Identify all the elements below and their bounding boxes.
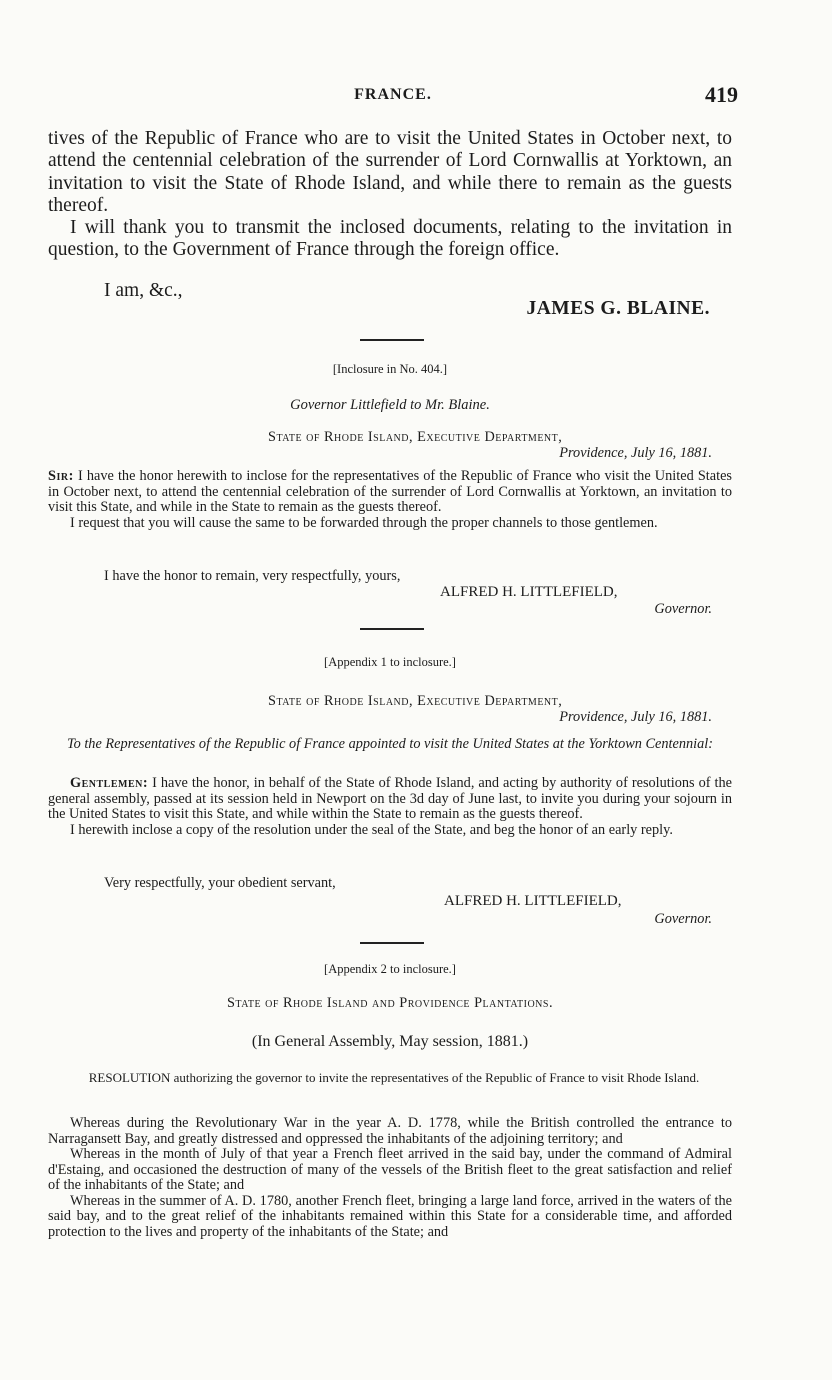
appendix1-body bbox=[48, 776, 732, 838]
appendix2-resolution: RESOLUTION authorizing the governor to invite the representatives of the Republic of France to visit Rhode Island. bbox=[88, 1070, 700, 1085]
appendix1-signature: ALFRED H. LITTLEFIELD, bbox=[444, 893, 622, 909]
inclosure-subheading: Governor Littlefield to Mr. Blaine. bbox=[290, 397, 490, 413]
appendix1-dateline-place: Providence, July 16, 1881. bbox=[559, 709, 712, 725]
page-number: 419 bbox=[705, 82, 738, 107]
inclosure-title: Governor. bbox=[654, 601, 712, 617]
letter-signature: JAMES G. BLAINE. bbox=[526, 298, 710, 319]
letter-body bbox=[48, 128, 732, 262]
appendix1-title: Governor. bbox=[654, 911, 712, 927]
appendix1-dateline: State of Rhode Island, Executive Department, bbox=[268, 693, 563, 709]
letter-paragraph: I have the honor, in behalf of the State of Rhode Island, and acting by authority of resolutions of the general assembly, passed at its session held in Newport on the 3d day of June last, to invite you during your sojourn in the United States to visit this State, and while within the State to remain as the guests thereof. bbox=[48, 775, 732, 822]
letter-closing: I am, &c., bbox=[104, 280, 183, 301]
letter-paragraph: I will thank you to transmit the inclosed documents, relating to the invitation in question, to the Government of France through the foreign office. bbox=[48, 217, 732, 261]
appendix2-session: (In General Assembly, May session, 1881.) bbox=[251, 1033, 529, 1050]
whereas-paragraph: Whereas during the Revolutionary War in the year A. D. 1778, while the British controlled the entrance to Narragansett Bay, and greatly distressed and oppressed the inhabitants of the adjoining territory; and bbox=[48, 1115, 732, 1147]
salutation: Gentlemen: bbox=[70, 775, 149, 791]
whereas-paragraph: Whereas in the month of July of that year a French fleet arrived in the said bay, under the command of Admiral d'Estaing, and occasioned the destruction of many of the vessels of the British fleet to the great satisfaction and relief of the inhabitants of the State; and bbox=[48, 1146, 732, 1193]
inclosure-heading: [Inclosure in No. 404.] bbox=[332, 362, 448, 376]
appendix2-body bbox=[48, 1116, 732, 1240]
section-divider bbox=[360, 628, 424, 630]
appendix2-heading: [Appendix 2 to inclosure.] bbox=[324, 962, 456, 976]
running-head: FRANCE. bbox=[354, 86, 432, 103]
appendix1-closing: Very respectfully, your obedient servant, bbox=[104, 875, 336, 891]
page-header bbox=[48, 82, 738, 110]
appendix1-heading: [Appendix 1 to inclosure.] bbox=[324, 655, 456, 669]
letter-paragraph: I herewith inclose a copy of the resolution under the seal of the State, and beg the honor of an early reply. bbox=[70, 821, 673, 838]
letter-paragraph: I request that you will cause the same to be forwarded through the proper channels to those gentlemen. bbox=[70, 514, 658, 531]
appendix1-address: To the Representatives of the Republic of France appointed to visit the United States at the Yorktown Centennial: bbox=[66, 736, 714, 752]
salutation: Sir: bbox=[48, 468, 74, 484]
inclosure-signature: ALFRED H. LITTLEFIELD, bbox=[440, 584, 618, 600]
section-divider bbox=[360, 339, 424, 341]
whereas-paragraph: Whereas in the summer of A. D. 1780, another French fleet, bringing a large land force, arrived in the waters of the said bay, and to the great relief of the inhabitants remained within this State for a considerable time, and afforded protection to the lives and property of the inhabitants of the State; and bbox=[48, 1192, 732, 1240]
inclosure-closing: I have the honor to remain, very respectfully, yours, bbox=[104, 568, 401, 584]
letter-paragraph: tives of the Republic of France who are to visit the United States in October next, to attend the centennial celebration of the surrender of Lord Cornwallis at Yorktown, an invitation to visit the State of Rhode Island, and while there to remain as the guests thereof. bbox=[48, 128, 732, 216]
letter-paragraph: I have the honor herewith to inclose for the representatives of the Republic of France who visit the United States in October next, to attend the centennial celebration of the surrender of Lord Cornwallis at Yorktown, an invitation to visit this State, and while in the State to remain as the guests thereof. bbox=[48, 468, 732, 515]
appendix2-state-title: State of Rhode Island and Providence Plantations. bbox=[226, 995, 554, 1011]
inclosure-dateline: State of Rhode Island, Executive Department, bbox=[268, 429, 563, 445]
section-divider bbox=[360, 942, 424, 944]
inclosure-dateline-place: Providence, July 16, 1881. bbox=[559, 445, 712, 461]
inclosure-body bbox=[48, 469, 732, 531]
